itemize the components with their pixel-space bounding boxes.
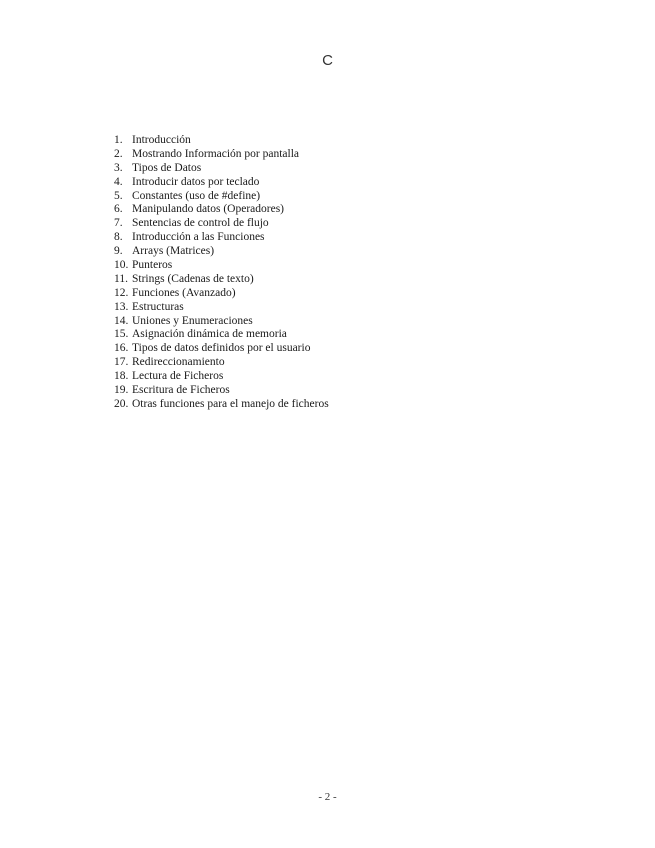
toc-item xyxy=(114,342,329,356)
toc-item-title: Tipos de Datos xyxy=(132,161,202,174)
toc-item-title: Redireccionamiento xyxy=(132,356,225,369)
toc-item xyxy=(114,301,329,315)
toc-item-number: 17. xyxy=(114,356,129,369)
toc-item-title: Introducir datos por teclado xyxy=(132,175,260,188)
toc-item xyxy=(114,162,329,176)
toc-item xyxy=(114,245,329,259)
toc-item-title: Punteros xyxy=(132,259,173,272)
toc-item-title: Otras funciones para el manejo de ficheros xyxy=(132,397,329,410)
page-heading: C xyxy=(322,52,333,69)
toc-item-number: 6. xyxy=(114,203,123,216)
toc-item-title: Lectura de Ficheros xyxy=(132,370,224,383)
toc-item xyxy=(114,315,329,329)
toc-item-number: 15. xyxy=(114,328,129,341)
toc-item xyxy=(114,328,329,342)
toc-item-title: Sentencias de control de flujo xyxy=(132,217,269,230)
toc-item xyxy=(114,190,329,204)
toc-item xyxy=(114,259,329,273)
toc-item xyxy=(114,384,329,398)
toc-item xyxy=(114,287,329,301)
toc-item-number: 5. xyxy=(114,189,123,202)
toc-item xyxy=(114,203,329,217)
toc-item-number: 13. xyxy=(114,300,129,313)
toc-item xyxy=(114,231,329,245)
toc-item xyxy=(114,356,329,370)
toc-item-number: 11. xyxy=(114,272,128,285)
toc-item-number: 18. xyxy=(114,370,129,383)
toc-item-number: 19. xyxy=(114,384,129,397)
toc-item-number: 9. xyxy=(114,245,123,258)
toc-item-number: 7. xyxy=(114,217,123,230)
toc-item-title: Strings (Cadenas de texto) xyxy=(132,272,254,285)
toc-item-number: 4. xyxy=(114,175,123,188)
toc-item xyxy=(114,176,329,190)
toc-item-title: Asignación dinámica de memoria xyxy=(132,328,287,341)
toc-item-title: Escritura de Ficheros xyxy=(132,384,230,397)
toc-item-title: Estructuras xyxy=(132,300,184,313)
toc-item-title: Tipos de datos definidos por el usuario xyxy=(132,342,311,355)
toc-item-number: 2. xyxy=(114,147,123,160)
toc-item-number: 14. xyxy=(114,314,129,327)
toc-item-number: 10. xyxy=(114,259,129,272)
toc-item xyxy=(114,217,329,231)
toc-item xyxy=(114,134,329,148)
toc-item-number: 1. xyxy=(114,134,123,146)
toc-item-number: 3. xyxy=(114,161,123,174)
toc-item-title: Manipulando datos (Operadores) xyxy=(132,203,285,216)
toc-item xyxy=(114,370,329,384)
toc-item-number: 16. xyxy=(114,342,129,355)
toc-item xyxy=(114,398,329,412)
toc-item-number: 12. xyxy=(114,286,129,299)
toc-item-title: Funciones (Avanzado) xyxy=(132,286,236,299)
toc-item-title: Uniones y Enumeraciones xyxy=(132,314,253,327)
table-of-contents xyxy=(114,134,329,412)
toc-item-title: Arrays (Matrices) xyxy=(132,245,215,258)
toc-item-number: 20. xyxy=(114,397,129,410)
toc-item-title: Constantes (uso de #define) xyxy=(132,189,261,202)
toc-item xyxy=(114,148,329,162)
toc-item xyxy=(114,273,329,287)
toc-item-title: Mostrando Información por pantalla xyxy=(132,147,300,160)
page-number: - 2 - xyxy=(318,791,337,803)
toc-item-number: 8. xyxy=(114,231,123,244)
toc-item-title: Introducción xyxy=(132,134,191,146)
toc-item-title: Introducción a las Funciones xyxy=(132,231,265,244)
